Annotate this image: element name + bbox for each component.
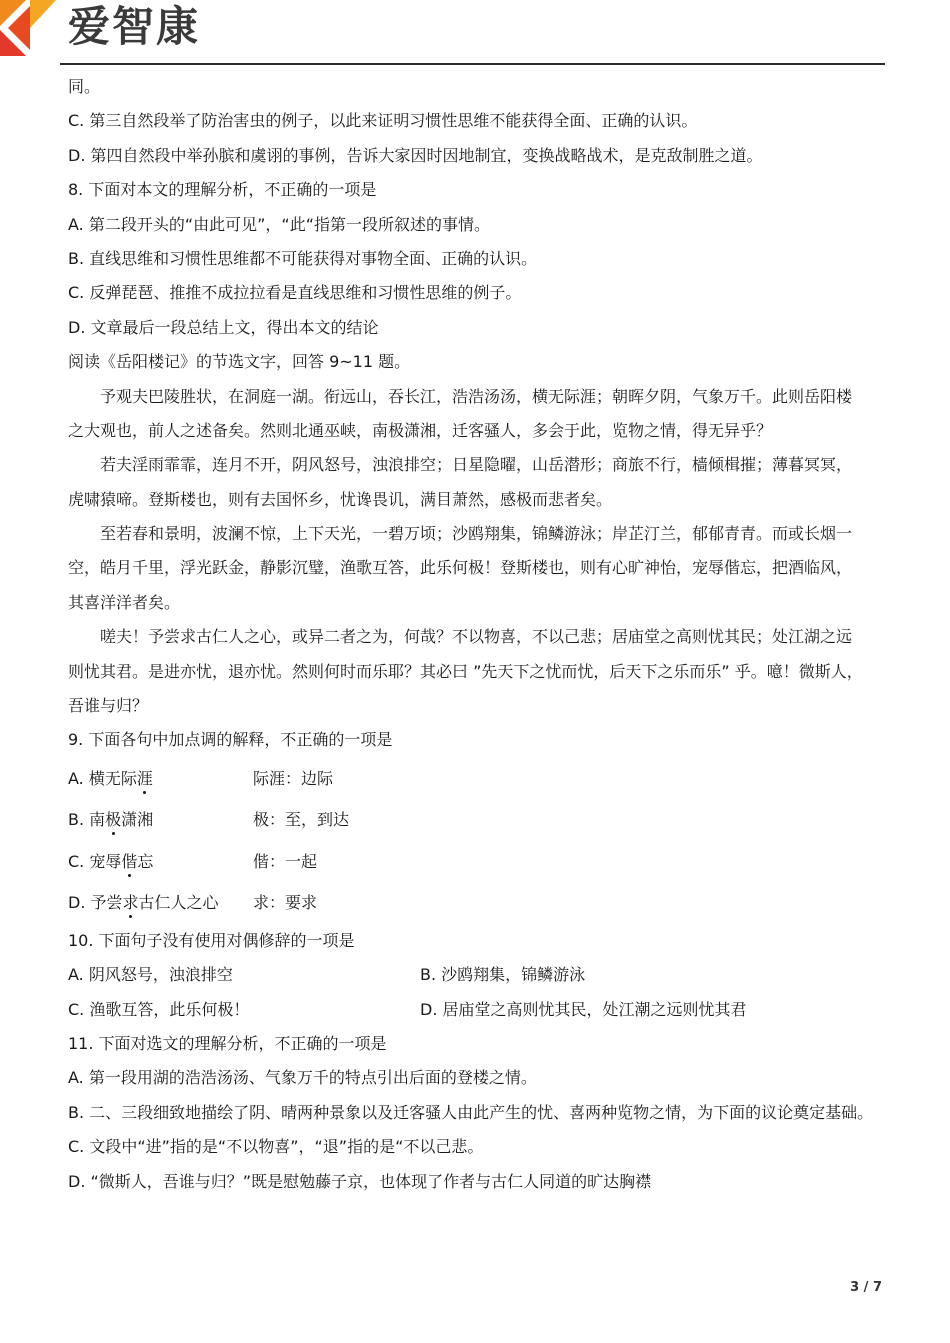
q10-option-b: B. 沙鸥翔集，锦鳞游泳 <box>420 965 586 985</box>
option-gloss: 求：要求 <box>253 893 318 913</box>
option-gloss: 际涯：边际 <box>253 768 334 788</box>
q10-option-c: C. 渔歌互答，此乐何极！ <box>68 999 250 1019</box>
document-body <box>68 70 886 1199</box>
passage-line: 则忧其君。是进亦忧，退亦忧。然则何时而乐耶？其必曰 ”先天下之忧而忧，后天下之乐而乐” 乎。噫！微斯人， <box>68 661 863 681</box>
q9-option-b: B. 南极潇湘 极：至，到达 <box>68 799 886 841</box>
q10-options-row-2 <box>68 993 886 1027</box>
emphasis-dot-char: 偕 <box>121 851 138 871</box>
q7-option-d: D. 第四自然段中举孙膑和虞诩的事例，告诉大家因时因地制宜，变换战略战术，是克敌制胜之道。 <box>68 145 763 165</box>
passage-line: 吾谁与归？ <box>68 696 149 716</box>
question-11: 11. 下面对选文的理解分析，不正确的一项是 <box>68 1033 387 1053</box>
passage-line: 之大观也，前人之述备矣。然则北通巫峡，南极潇湘，迁客骚人，多会于此，览物之情，得无异乎？ <box>68 420 773 440</box>
q8-option-b: B. 直线思维和习惯性思维都不可能获得对事物全面、正确的认识。 <box>68 248 538 268</box>
passage-line: 予观夫巴陵胜状，在洞庭一湖。衔远山，吞长江，浩浩汤汤，横无际涯；朝晖夕阴，气象万千。此则岳阳楼 <box>100 386 853 406</box>
q9-option-c: C. 宠辱偕忘 偕：一起 <box>68 841 886 883</box>
text-line: 同。 <box>68 77 101 96</box>
q9-option-d: D. 予尝求古仁人之心 求：要求 <box>68 882 886 924</box>
q9-option-a: A. 横无际涯 际涯：边际 <box>68 758 886 800</box>
brand-name: 爱智康 <box>68 2 201 51</box>
header-divider <box>60 63 885 65</box>
question-8: 8. 下面对本文的理解分析，不正确的一项是 <box>68 180 377 200</box>
q8-option-c: C. 反弹琵琶、推推不成拉拉看是直线思维和习惯性思维的例子。 <box>68 283 522 303</box>
q8-option-a: A. 第二段开头的“由此可见”，“此“指第一段所叙述的事情。 <box>68 214 490 234</box>
passage-line: 空，皓月千里，浮光跃金，静影沉璧，渔歌互答，此乐何极！登斯楼也，则有心旷神怡，宠辱偕忘，把酒临风， <box>68 558 853 578</box>
passage-line: 至若春和景明，波澜不惊，上下天光，一碧万顷；沙鸥翔集，锦鳞游泳；岸芷汀兰，郁郁青青。而或长烟一 <box>100 524 853 544</box>
page-number: 3 / 7 <box>850 1280 882 1295</box>
q7-option-c: C. 第三自然段举了防治害虫的例子，以此来证明习惯性思维不能获得全面、正确的认识。 <box>68 111 698 131</box>
q11-option-c: C. 文段中“进”指的是“不以物喜”，“退”指的是“不以己悲。 <box>68 1137 484 1157</box>
reading-intro: 阅读《岳阳楼记》的节选文字，回答 9~11 题。 <box>68 352 411 372</box>
q10-option-d: D. 居庙堂之高则忧其民，处江潮之远则忧其君 <box>420 999 747 1019</box>
option-gloss: 偕：一起 <box>253 851 318 871</box>
question-10: 10. 下面句子没有使用对偶修辞的一项是 <box>68 930 355 950</box>
question-9: 9. 下面各句中加点调的解释，不正确的一项是 <box>68 730 393 750</box>
q11-option-d: D. “微斯人，吾谁与归？”既是慰勉藤子京，也体现了作者与古仁人同道的旷达胸襟 <box>68 1171 652 1191</box>
q8-option-d: D. 文章最后一段总结上文，得出本文的结论 <box>68 317 379 337</box>
q11-option-b: B. 二、三段细致地描绘了阴、晴两种景象以及迁客骚人由此产生的忧、喜两种览物之情，为下面的议论奠定基础。 <box>68 1102 874 1122</box>
q10-option-a: A. 阴风怒号，浊浪排空 <box>68 965 233 985</box>
emphasis-dot-char: 极 <box>105 810 122 830</box>
passage-line: 嗟夫！予尝求古仁人之心，或异二者之为，何哉？不以物喜，不以己悲；居庙堂之高则忧其民；处江湖之远 <box>100 627 853 647</box>
emphasis-dot-char: 涯 <box>136 768 153 788</box>
emphasis-dot-char: 求 <box>122 893 139 913</box>
page-header <box>0 0 950 66</box>
passage-line: 虎啸猿啼。登斯楼也，则有去国怀乡，忧谗畏讥，满目萧然，感极而悲者矣。 <box>68 489 613 509</box>
passage-line: 若夫淫雨霏霏，连月不开，阴风怒号，浊浪排空；日星隐曜，山岳潜形；商旅不行，樯倾楫摧；薄暮冥冥， <box>100 455 853 475</box>
aizhikang-logo-icon <box>0 0 56 56</box>
passage-line: 其喜洋洋者矣。 <box>68 592 181 612</box>
option-gloss: 极：至，到达 <box>253 810 350 830</box>
q11-option-a: A. 第一段用湖的浩浩汤汤、气象万千的特点引出后面的登楼之情。 <box>68 1068 537 1088</box>
q10-options-row-1 <box>68 958 886 992</box>
